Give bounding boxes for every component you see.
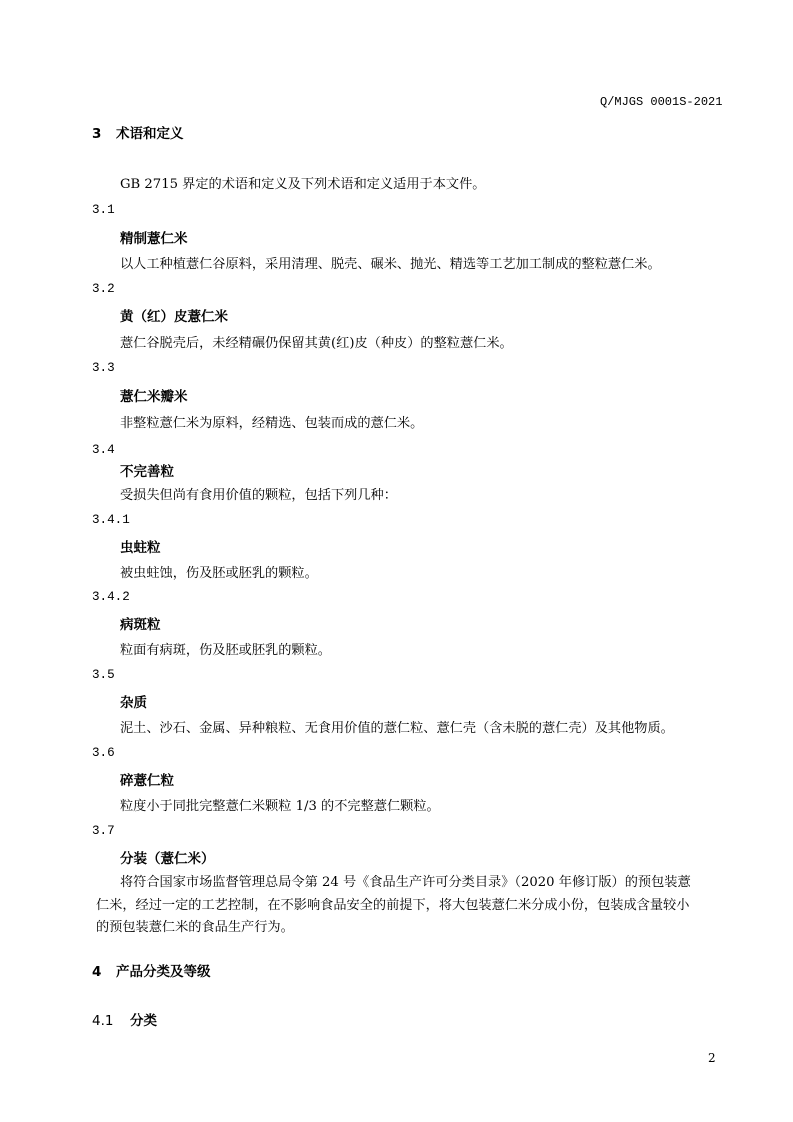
term-title: 黄（红）皮薏仁米	[120, 309, 228, 325]
term-title: 虫蛀粒	[120, 540, 161, 556]
subsection-4-1-title: 分类	[130, 1013, 157, 1029]
term-definition: 以人工种植薏仁谷原料，采用清理、脱壳、碾米、抛光、精选等工艺加工制成的整粒薏仁米。	[120, 257, 661, 272]
term-title: 精制薏仁米	[120, 231, 188, 247]
term-number: 3.3	[92, 361, 115, 375]
term-number: 3.1	[92, 203, 115, 217]
term-title: 碎薏仁粒	[120, 773, 174, 789]
document-code: Q/MJGS 0001S-2021	[600, 95, 723, 109]
term-definition: 受损失但尚有食用价值的颗粒，包括下列几种：	[120, 488, 397, 503]
section-4-title: 产品分类及等级	[116, 964, 211, 980]
section-4-number: 4	[92, 964, 102, 980]
term-number: 3.4.1	[92, 513, 130, 527]
term-definition: 非整粒薏仁米为原料，经精选、包装而成的薏仁米。	[120, 416, 424, 431]
term-number: 3.4	[92, 443, 115, 457]
section-3-title: 术语和定义	[116, 126, 184, 142]
term-number: 3.5	[92, 668, 115, 682]
term-definition-line: 仁米，经过一定的工艺控制，在不影响食品安全的前提下，将大包装薏仁米分成小份，包装成含量较小	[96, 898, 690, 913]
term-title: 病斑粒	[120, 617, 161, 633]
page-number: 2	[708, 1051, 716, 1065]
term-title: 不完善粒	[120, 464, 174, 480]
term-definition: 粒度小于同批完整薏仁米颗粒 1/3 的不完整薏仁颗粒。	[120, 799, 440, 814]
term-number: 3.6	[92, 746, 115, 760]
section-3-intro: GB 2715 界定的术语和定义及下列术语和定义适用于本文件。	[120, 177, 486, 192]
term-title: 杂质	[120, 695, 147, 711]
term-definition-line: 将符合国家市场监督管理总局令第 24 号《食品生产许可分类目录》（2020 年修订版）的预包装薏	[120, 875, 691, 890]
term-title: 分装（薏仁米）	[120, 851, 215, 867]
term-definition: 粒面有病斑，伤及胚或胚乳的颗粒。	[120, 643, 331, 658]
subsection-4-1-number: 4.1	[92, 1013, 114, 1029]
section-3-number: 3	[92, 126, 102, 142]
term-number: 3.2	[92, 282, 115, 296]
term-definition: 被虫蛀蚀，伤及胚或胚乳的颗粒。	[120, 566, 318, 581]
term-number: 3.4.2	[92, 590, 130, 604]
term-definition-line: 的预包装薏仁米的食品生产行为。	[96, 920, 294, 935]
term-number: 3.7	[92, 824, 115, 838]
term-title: 薏仁米瓣米	[120, 389, 188, 405]
term-definition: 泥土、沙石、金属、异种粮粒、无食用价值的薏仁粒、薏仁壳（含未脱的薏仁壳）及其他物质。	[120, 721, 674, 736]
term-definition: 薏仁谷脱壳后，未经精碾仍保留其黄(红)皮（种皮）的整粒薏仁米。	[120, 336, 513, 351]
